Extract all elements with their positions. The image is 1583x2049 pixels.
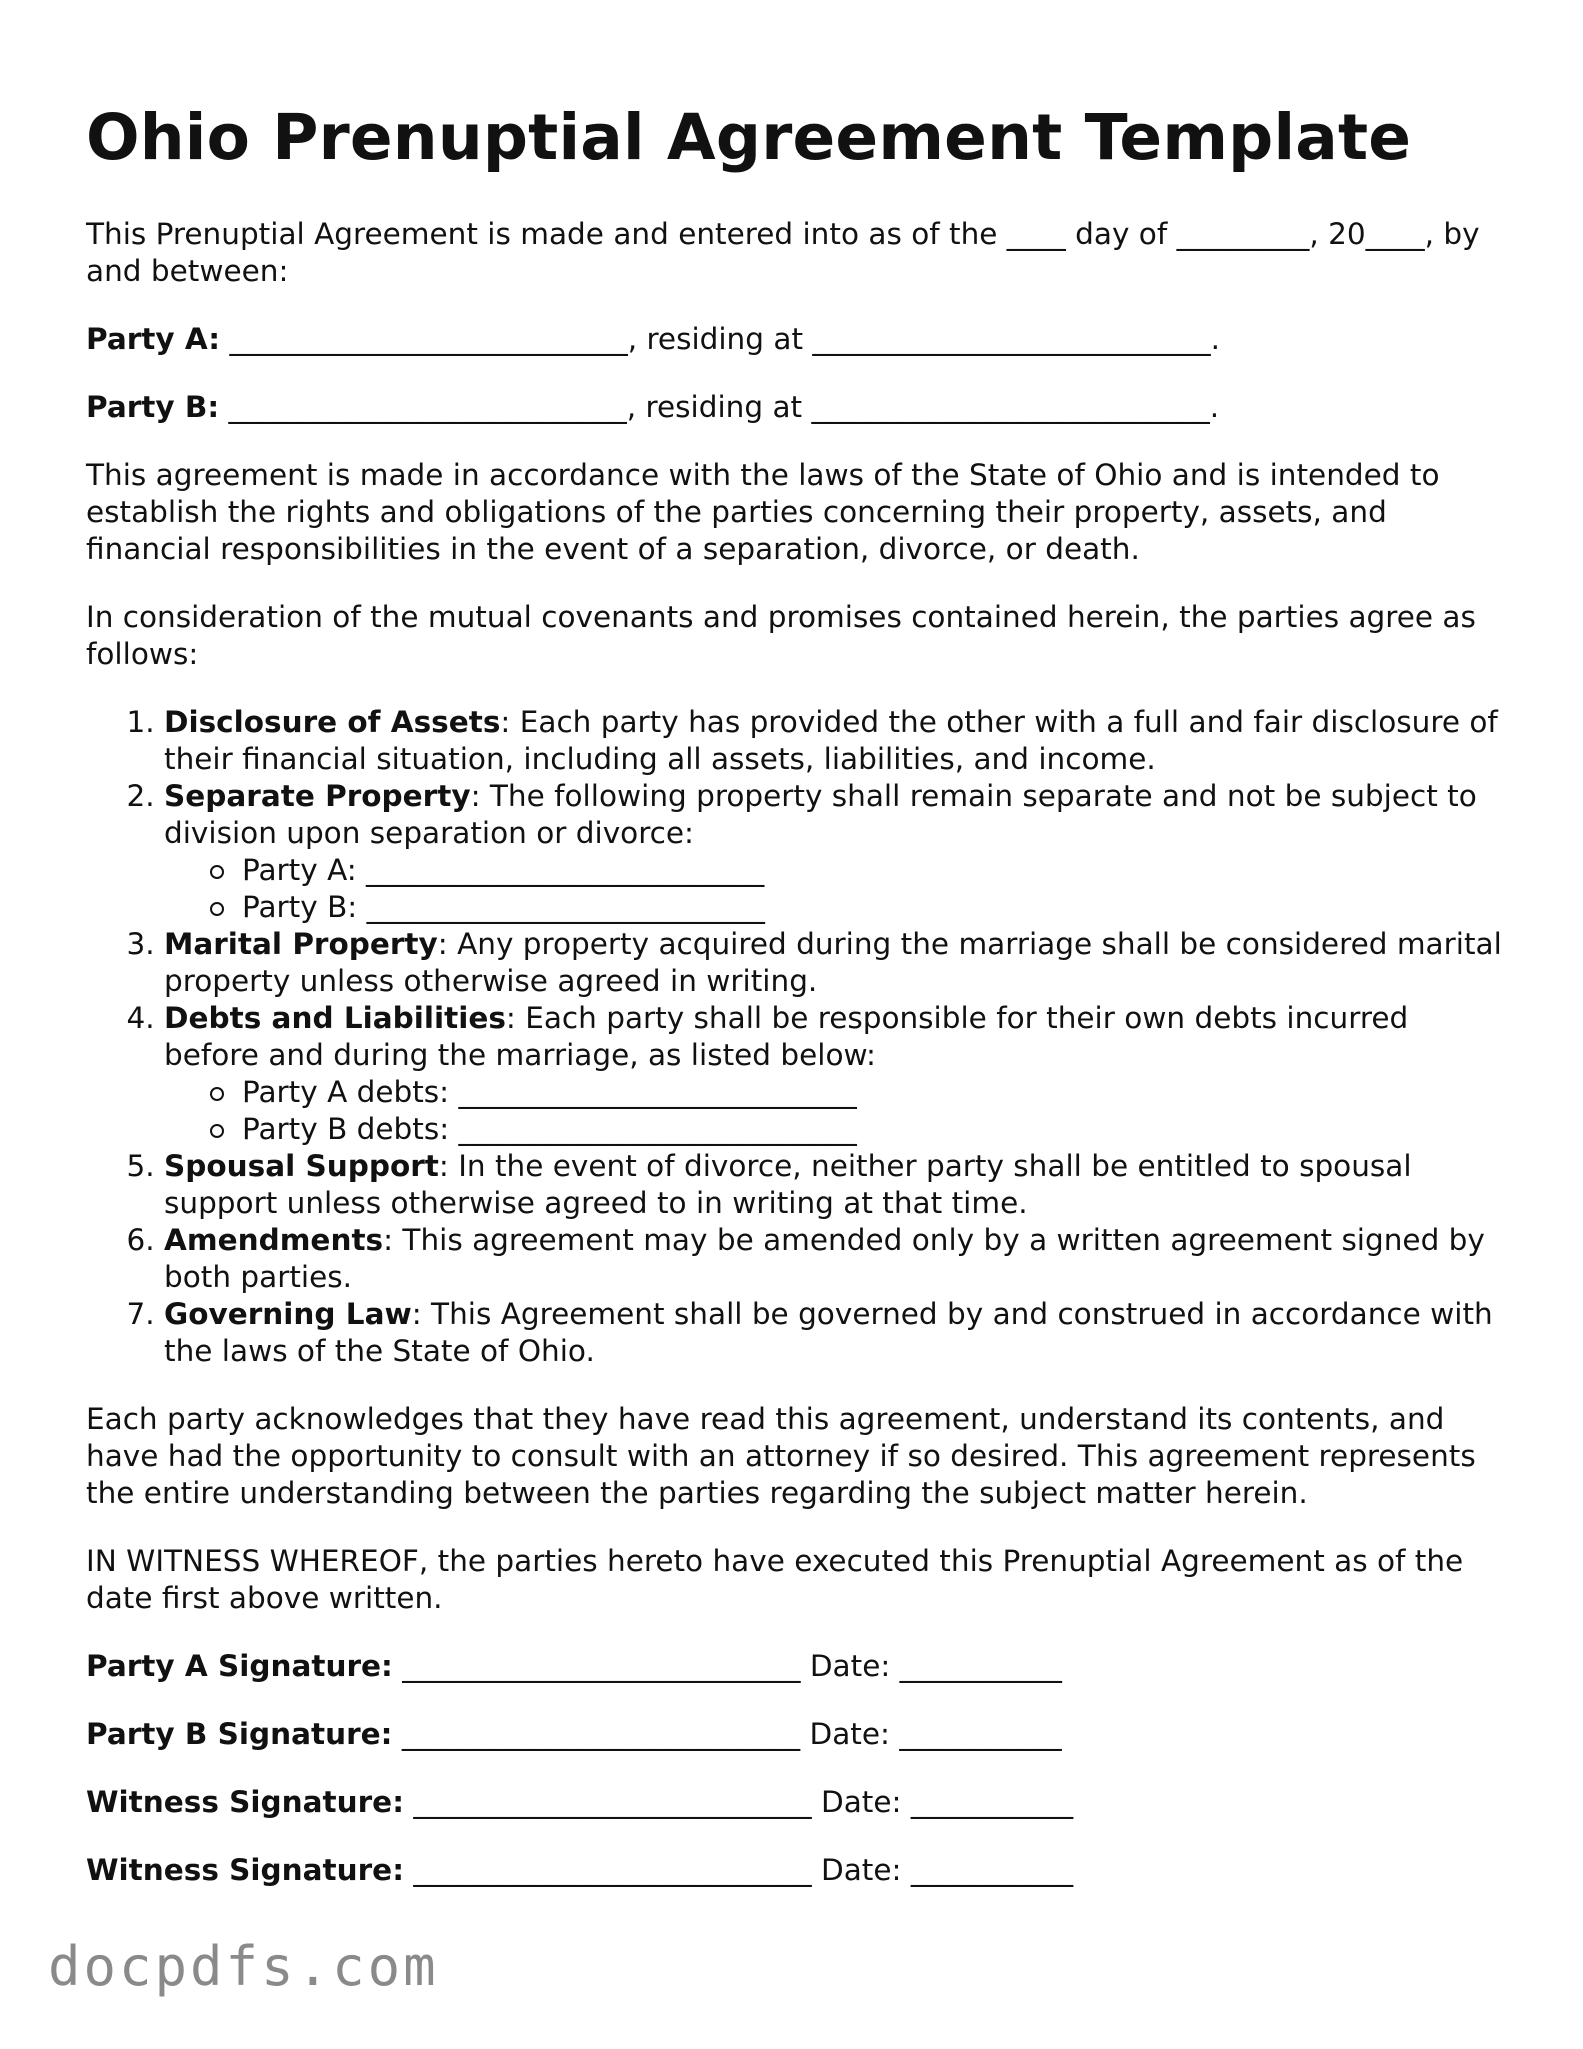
term-item: [164, 1296, 1506, 1370]
sublist-item: Party B: ___________________________: [206, 889, 1506, 926]
signature-label: Witness Signature:: [86, 1784, 404, 1819]
signature-blank: ___________________________ Date: ___________: [404, 1784, 1074, 1819]
party-a-label: Party A:: [86, 321, 221, 356]
acknowledgment-paragraph: Each party acknowledges that they have read this agreement, understand its contents, and have had the opportunity to consult with an attorney if so desired. This agreement represents the entire understanding between the parties regarding the subject matter herein.: [86, 1401, 1476, 1510]
term-item: [164, 1000, 1506, 1148]
term-item: [164, 1148, 1506, 1222]
term-title: Amendments: [164, 1222, 384, 1257]
term-title: Separate Property: [164, 778, 471, 813]
term-title: Marital Property: [164, 926, 438, 961]
term-title: Spousal Support: [164, 1148, 439, 1183]
separate-property-sublist: [164, 852, 1506, 926]
party-b-label: Party B:: [86, 389, 220, 424]
term-text: : Each party has provided the other with a full and fair disclosure of their financial situation, including all assets, liabilities, and income.: [164, 704, 1498, 776]
term-item: [164, 704, 1506, 778]
signature-blank: ___________________________ Date: ___________: [404, 1852, 1074, 1887]
party-a-line: [86, 321, 1506, 358]
sublist-item: Party A debts: ___________________________: [206, 1074, 1506, 1111]
term-text: : In the event of divorce, neither party shall be entitled to spousal support unless otherwise agreed to in writing at that time.: [164, 1148, 1412, 1220]
signature-blank: ___________________________ Date: ___________: [392, 1716, 1062, 1751]
party-b-blank: ___________________________, residing at ___________________________.: [219, 389, 1220, 424]
signature-label: Party B Signature:: [86, 1716, 393, 1751]
term-text: : This Agreement shall be governed by and construed in accordance with the laws of the State of Ohio.: [164, 1296, 1493, 1368]
document-title: Ohio Prenuptial Agreement Template: [86, 101, 1412, 174]
term-item: [164, 926, 1506, 1000]
signature-label: Witness Signature:: [86, 1852, 404, 1887]
term-title: Disclosure of Assets: [164, 704, 501, 739]
sublist-item: Party A: ___________________________: [206, 852, 1506, 889]
debts-sublist: [164, 1074, 1506, 1148]
consideration-paragraph: In consideration of the mutual covenants and promises contained herein, the parties agree as follows:: [86, 599, 1476, 671]
witness-2-signature-line: [86, 1852, 1506, 1889]
party-b-signature-line: [86, 1716, 1506, 1753]
party-a-blank: ___________________________, residing at ___________________________.: [220, 321, 1221, 356]
term-text: : This agreement may be amended only by a written agreement signed by both parties.: [164, 1222, 1485, 1294]
witness-1-signature-line: [86, 1784, 1506, 1821]
term-title: Debts and Liabilities: [164, 1000, 506, 1035]
sublist-item: Party B debts: ___________________________: [206, 1111, 1506, 1148]
watermark: docpdfs.com: [48, 1935, 439, 1998]
term-title: Governing Law: [164, 1296, 412, 1331]
document-page: [86, 100, 1506, 1920]
purpose-paragraph: This agreement is made in accordance with the laws of the State of Ohio and is intended to establish the rights and obligations of the parties concerning their property, assets, and financial responsibilities in the event of a separation, divorce, or death.: [86, 457, 1440, 566]
term-text: : Each party shall be responsible for their own debts incurred before and during the marriage, as listed below:: [164, 1000, 1409, 1072]
party-a-signature-line: [86, 1648, 1506, 1685]
term-item: [164, 778, 1506, 926]
term-text: : Any property acquired during the marriage shall be considered marital property unless otherwise agreed in writing.: [164, 926, 1502, 998]
party-b-line: [86, 389, 1506, 426]
terms-list: [86, 704, 1506, 1370]
intro-paragraph: This Prenuptial Agreement is made and entered into as of the ____ day of _________, 20____, by and between:: [86, 216, 1480, 288]
signature-blank: ___________________________ Date: ___________: [392, 1648, 1062, 1683]
term-text: : The following property shall remain separate and not be subject to division upon separation or divorce:: [164, 778, 1477, 850]
term-item: [164, 1222, 1506, 1296]
signature-label: Party A Signature:: [86, 1648, 393, 1683]
witness-clause: IN WITNESS WHEREOF, the parties hereto have executed this Prenuptial Agreement as of the date first above written.: [86, 1543, 1464, 1615]
